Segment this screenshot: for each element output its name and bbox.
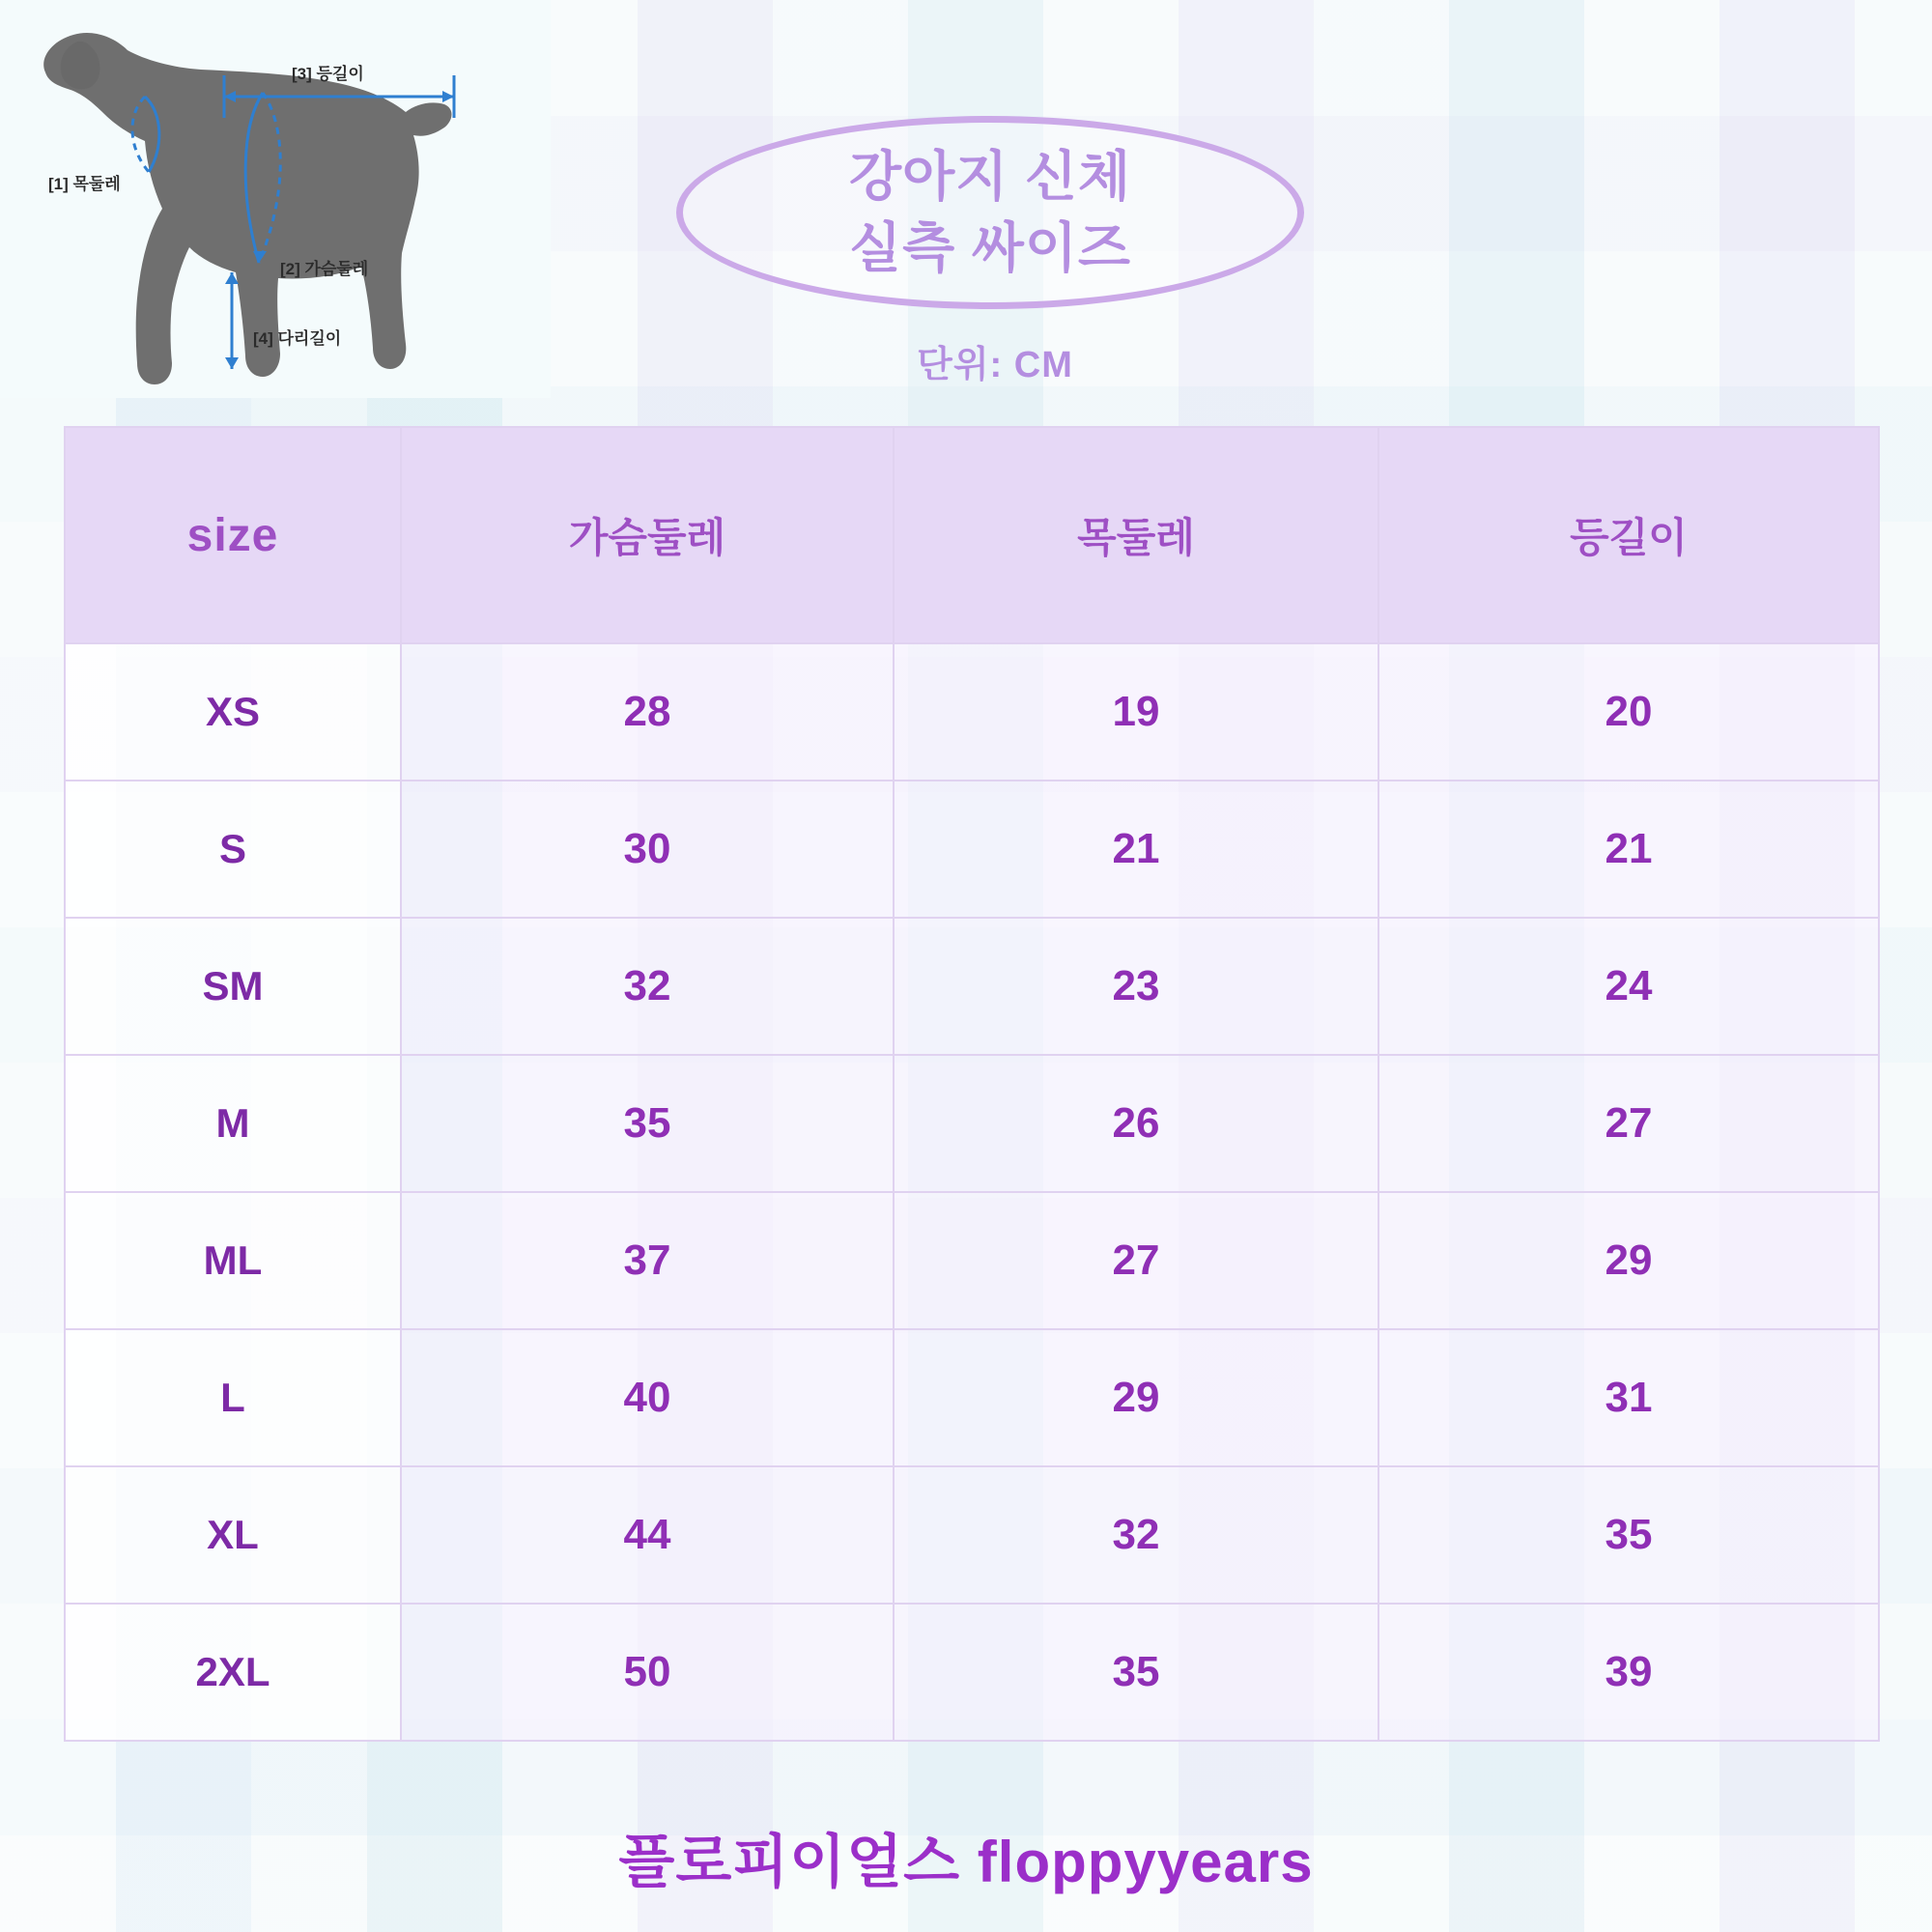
cell-neck: 23 <box>894 918 1378 1055</box>
header-back: 등길이 <box>1378 427 1879 643</box>
cell-back: 20 <box>1378 643 1879 781</box>
cell-neck: 26 <box>894 1055 1378 1192</box>
back-length-label: [3] 등길이 <box>292 65 364 83</box>
table-row <box>65 1329 1879 1466</box>
cell-size: XL <box>65 1466 401 1604</box>
title-block <box>676 116 1314 387</box>
page-title-line1: 강아지 신체 <box>848 146 1132 208</box>
cell-chest: 37 <box>401 1192 894 1329</box>
header-neck: 목둘레 <box>894 427 1378 643</box>
size-table <box>64 426 1880 1742</box>
page-title <box>849 141 1131 284</box>
cell-chest: 28 <box>401 643 894 781</box>
cell-chest: 44 <box>401 1466 894 1604</box>
table-row <box>65 643 1879 781</box>
table-row <box>65 1466 1879 1604</box>
table-header-row <box>65 427 1879 643</box>
page-title-line2: 실측 싸이즈 <box>848 217 1132 278</box>
title-bubble <box>676 116 1304 309</box>
cell-back: 27 <box>1378 1055 1879 1192</box>
cell-size: S <box>65 781 401 918</box>
leg-length-label: [4] 다리길이 <box>253 329 342 348</box>
cell-back: 21 <box>1378 781 1879 918</box>
cell-neck: 21 <box>894 781 1378 918</box>
cell-size: 2XL <box>65 1604 401 1741</box>
unit-note: 단위: CM <box>917 345 1073 385</box>
cell-back: 29 <box>1378 1192 1879 1329</box>
table-row <box>65 1192 1879 1329</box>
dog-measurement-diagram <box>0 0 551 398</box>
table-row <box>65 918 1879 1055</box>
cell-neck: 19 <box>894 643 1378 781</box>
cell-chest: 50 <box>401 1604 894 1741</box>
cell-chest: 40 <box>401 1329 894 1466</box>
cell-size: M <box>65 1055 401 1192</box>
chest-label: [2] 가슴둘레 <box>280 260 369 278</box>
cell-size: SM <box>65 918 401 1055</box>
brand-footer: 플로피이얼스 floppyyears <box>618 1830 1314 1894</box>
header-size: size <box>65 427 401 643</box>
header-chest: 가슴둘레 <box>401 427 894 643</box>
cell-back: 24 <box>1378 918 1879 1055</box>
cell-chest: 35 <box>401 1055 894 1192</box>
cell-size: XS <box>65 643 401 781</box>
cell-size: L <box>65 1329 401 1466</box>
cell-chest: 30 <box>401 781 894 918</box>
cell-neck: 27 <box>894 1192 1378 1329</box>
table-row <box>65 1055 1879 1192</box>
table-row <box>65 1604 1879 1741</box>
neck-label: [1] 목둘레 <box>48 175 121 193</box>
cell-back: 35 <box>1378 1466 1879 1604</box>
cell-chest: 32 <box>401 918 894 1055</box>
cell-neck: 32 <box>894 1466 1378 1604</box>
cell-neck: 29 <box>894 1329 1378 1466</box>
cell-back: 39 <box>1378 1604 1879 1741</box>
cell-back: 31 <box>1378 1329 1879 1466</box>
cell-neck: 35 <box>894 1604 1378 1741</box>
table-row <box>65 781 1879 918</box>
cell-size: ML <box>65 1192 401 1329</box>
